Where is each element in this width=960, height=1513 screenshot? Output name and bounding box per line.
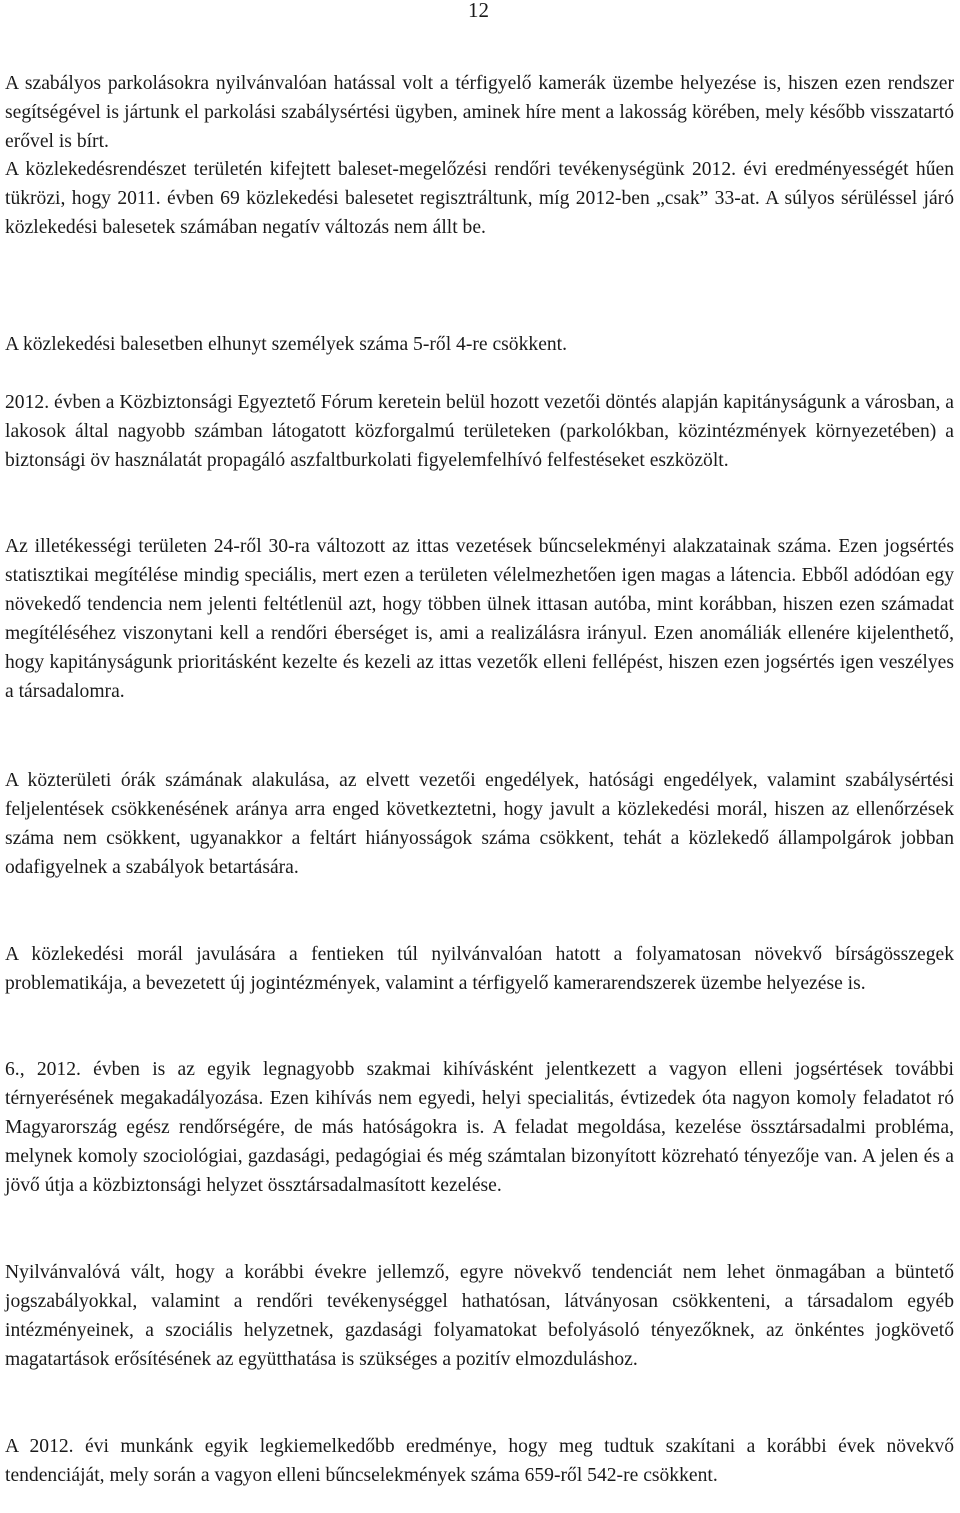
- paragraph-accident-prevention: A közlekedésrendészet területén kifejtett baleset-megelőzési rendőri tevékenységünk 2012. évi eredményességét hűen tükrözi, hogy 2011. évben 69 közlekedési balesetet regisztráltunk, míg 2012-ben „csak” 33-at. A súlyos sérüléssel járó közlekedési balesetek számában negatív változás nem állt be.: [5, 159, 954, 238]
- paragraph-traffic-morale: A közterületi órák számának alakulása, az elvett vezetői engedélyek, hatósági engedélyek, valamint szabálysértési feljelentések csökkenésének aránya arra enged következtetni, hogy javult a közlekedési morál, hiszen az ellenőrzések száma nem csökkent, ugyanakkor a feltárt hiányosságok száma csökkent, tehát a közlekedő állampolgárok jobban odafigyelnek a szabályok betartására.: [5, 770, 954, 878]
- paragraph-parking-cameras: A szabályos parkolásokra nyilvánvalóan hatással volt a térfigyelő kamerák üzembe helyezése is, hiszen ezen rendszer segítségével is jártunk el parkolási szabálysértési ügyben, aminek híre ment a lakosság körében, mely később visszatartó erővel is bírt.: [5, 73, 954, 152]
- paragraph-seatbelt-campaign: 2012. évben a Közbiztonsági Egyeztető Fórum keretein belül hozott vezetői döntés alapján kapitányságunk a városban, a lakosok által nagyobb számban látogatott közforgalmú területeken (parkolókban, közintézmények környezetében) a biztonsági öv használatát propagáló aszfaltburkolati figyelemfelhívó felfestéseket eszközölt.: [5, 392, 954, 471]
- paragraph-property-crime-result: A 2012. évi munkánk egyik legkiemelkedőbb eredménye, hogy meg tudtuk szakítani a korábbi évek növekvő tendenciáját, mely során a vagyon elleni bűncselekmények száma 659-ről 542-re csökkent.: [5, 1436, 954, 1486]
- paragraph-fatalities: A közlekedési balesetben elhunyt személyek száma 5-ről 4-re csökkent.: [5, 334, 568, 355]
- paragraph-property-crime-challenge: 6., 2012. évben is az egyik legnagyobb szakmai kihívásként jelentkezett a vagyon elleni jogsértések további térnyerésének megakadályozása. Ezen kihívás nem egyedi, helyi specialitás, évtizedek óta nagyon komoly feladatot ró Magyarország egész rendőrségére, de más hatóságokra is. A feladat megoldása, kezelése össztársadalmi probléma, melynek komoly szociológiai, gazdasági, pedagógiai és még számtalan bizonyított közreható tényezője van. A jelen és a jövő útja a közbiztonsági helyzet össztársadalmasított kezelése.: [5, 1059, 954, 1196]
- page-number: 12: [468, 0, 489, 22]
- paragraph-social-factors: Nyilvánvalóvá vált, hogy a korábbi évekre jellemző, egyre növekvő tendenciát nem lehet önmagában a büntető jogszabályokkal, valamint a rendőri tevékenységgel hathatósan, látványosan csökkenteni, a társadalom egyéb intézményeinek, a szociális helyzetnek, gazdasági folyamatokat befolyásoló tényezőknek, az önkéntes jogkövető magatartások erősítésének az együtthatása is szükséges a pozitív elmozduláshoz.: [5, 1262, 954, 1370]
- paragraph-fines-and-cameras: A közlekedési morál javulására a fentieken túl nyilvánvalóan hatott a folyamatosan növekvő bírságösszegek problematikája, a bevezetett új jogintézmények, valamint a térfigyelő kamerarendszerek üzembe helyezése is.: [5, 944, 954, 994]
- paragraph-drunk-driving: Az illetékességi területen 24-ről 30-ra változott az ittas vezetések bűncselekményi alakzatainak száma. Ezen jogsértés statisztikai megítélése mindig speciális, mert ezen a területen vélelmezhetően igen magas a látencia. Ebből adódóan egy növekedő tendencia nem jelenti feltétlenül azt, hogy többen ülnek ittasan autóba, mint korábban, hiszen ezen számadat megítéléséhez viszonytani kell a rendőri éberséget is, ami a realizálásra irányul. Ezen anomáliák ellenére kijelenthető, hogy kapitányságunk prioritásként kezelte és kezeli az ittas vezetők elleni fellépést, hiszen ezen jogsértés igen veszélyes a társadalomra.: [5, 536, 954, 702]
